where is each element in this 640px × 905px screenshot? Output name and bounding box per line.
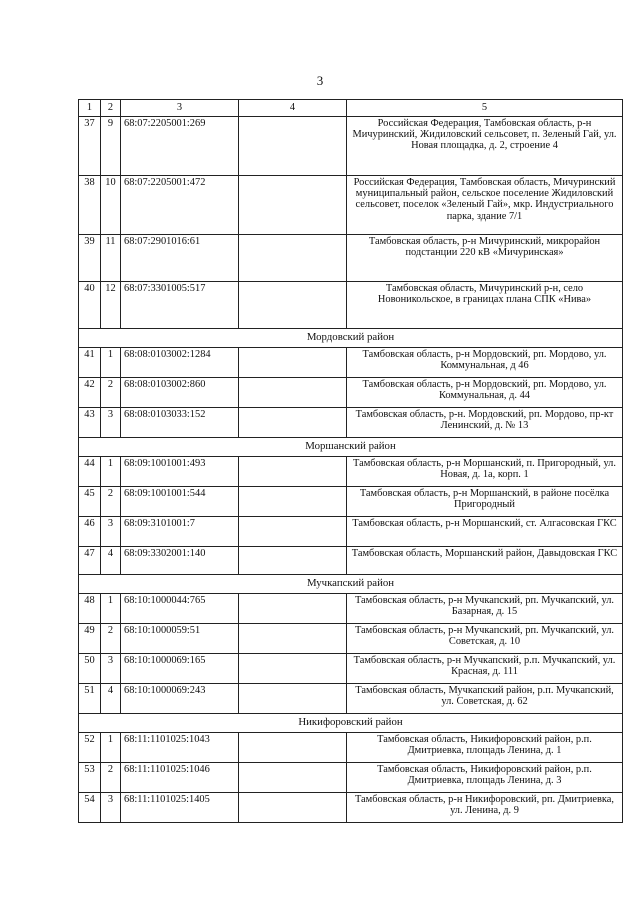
- row-index: 38: [79, 176, 101, 235]
- column-4-cell: [239, 487, 347, 517]
- column-4-cell: [239, 624, 347, 654]
- column-number: 1: [79, 100, 101, 117]
- address-cell: Российская Федерация, Тамбовская область, Мичуринский муниципальный район, сельское поселение Жидиловский сельсовет, поселок «Зеленый Гай», мкр. Индустриального парка, здание 7/1: [347, 176, 623, 235]
- row-index: 43: [79, 408, 101, 438]
- column-number: 5: [347, 100, 623, 117]
- column-4-cell: [239, 763, 347, 793]
- cadastral-number: 68:11:1101025:1043: [121, 733, 239, 763]
- column-4-cell: [239, 793, 347, 823]
- table-row: [79, 517, 623, 547]
- cadastral-number: 68:10:1000069:165: [121, 654, 239, 684]
- table-row: [79, 654, 623, 684]
- address-cell: Тамбовская область, Мичуринский р-н, село Новоникольское, в границах плана СПК «Нива»: [347, 282, 623, 329]
- column-4-cell: [239, 348, 347, 378]
- row-subindex: 4: [101, 547, 121, 575]
- column-number-row: [79, 100, 623, 117]
- row-index: 47: [79, 547, 101, 575]
- address-cell: Тамбовская область, р-н Моршанский, п. Пригородный, ул. Новая, д. 1а, корп. 1: [347, 457, 623, 487]
- row-index: 41: [79, 348, 101, 378]
- district-name: Мордовский район: [79, 329, 623, 348]
- address-cell: Тамбовская область, Никифоровский район, р.п. Дмитриевка, площадь Ленина, д. 3: [347, 763, 623, 793]
- table-row: [79, 235, 623, 282]
- row-subindex: 12: [101, 282, 121, 329]
- column-4-cell: [239, 547, 347, 575]
- row-index: 37: [79, 117, 101, 176]
- column-4-cell: [239, 733, 347, 763]
- district-name: Мучкапский район: [79, 575, 623, 594]
- row-index: 49: [79, 624, 101, 654]
- address-cell: Тамбовская область, Моршанский район, Давыдовская ГКС: [347, 547, 623, 575]
- row-subindex: 1: [101, 733, 121, 763]
- cadastral-number: 68:07:2205001:472: [121, 176, 239, 235]
- address-cell: Российская Федерация, Тамбовская область, р-н Мичуринский, Жидиловский сельсовет, п. Зеленый Гай, ул. Новая площадка, д. 2, строение 4: [347, 117, 623, 176]
- table-row: [79, 594, 623, 624]
- cadastral-number: 68:08:0103002:860: [121, 378, 239, 408]
- column-4-cell: [239, 684, 347, 714]
- cadastral-number: 68:11:1101025:1405: [121, 793, 239, 823]
- row-index: 45: [79, 487, 101, 517]
- column-4-cell: [239, 117, 347, 176]
- address-cell: Тамбовская область, р-н Мордовский, рп. Мордово, ул. Коммунальная, д 46: [347, 348, 623, 378]
- cadastral-number: 68:07:2901016:61: [121, 235, 239, 282]
- row-index: 50: [79, 654, 101, 684]
- address-cell: Тамбовская область, р-н Моршанский, ст. Алгасовская ГКС: [347, 517, 623, 547]
- column-4-cell: [239, 457, 347, 487]
- page-number: 3: [316, 73, 324, 88]
- table-row: [79, 793, 623, 823]
- table-row: [79, 684, 623, 714]
- address-cell: Тамбовская область, р-н Мордовский, рп. Мордово, ул. Коммунальная, д. 44: [347, 378, 623, 408]
- row-subindex: 1: [101, 457, 121, 487]
- address-cell: Тамбовская область, р-н Никифоровский, рп. Дмитриевка, ул. Ленина, д. 9: [347, 793, 623, 823]
- cadastral-number: 68:07:3301005:517: [121, 282, 239, 329]
- column-4-cell: [239, 282, 347, 329]
- row-subindex: 10: [101, 176, 121, 235]
- table-body: [79, 100, 623, 823]
- cadastral-number: 68:08:0103002:1284: [121, 348, 239, 378]
- address-cell: Тамбовская область, р-н Моршанский, в районе посёлка Пригородный: [347, 487, 623, 517]
- row-subindex: 3: [101, 408, 121, 438]
- district-header-row: [79, 329, 623, 348]
- row-subindex: 1: [101, 348, 121, 378]
- row-subindex: 2: [101, 378, 121, 408]
- cadastral-number: 68:09:3101001:7: [121, 517, 239, 547]
- column-4-cell: [239, 378, 347, 408]
- cadastral-number: 68:09:3302001:140: [121, 547, 239, 575]
- district-header-row: [79, 438, 623, 457]
- cadastral-number: 68:09:1001001:544: [121, 487, 239, 517]
- cadastral-number: 68:07:2205001:269: [121, 117, 239, 176]
- row-subindex: 2: [101, 763, 121, 793]
- column-4-cell: [239, 235, 347, 282]
- table-row: [79, 117, 623, 176]
- row-subindex: 3: [101, 517, 121, 547]
- address-cell: Тамбовская область, р-н Мучкапский, р.п. Мучкапский, ул. Красная, д. 111: [347, 654, 623, 684]
- row-index: 53: [79, 763, 101, 793]
- row-index: 54: [79, 793, 101, 823]
- address-cell: Тамбовская область, р-н Мучкапский, рп. Мучкапский, ул. Базарная, д. 15: [347, 594, 623, 624]
- table-row: [79, 733, 623, 763]
- district-name: Моршанский район: [79, 438, 623, 457]
- row-index: 52: [79, 733, 101, 763]
- column-4-cell: [239, 408, 347, 438]
- row-subindex: 3: [101, 654, 121, 684]
- row-subindex: 3: [101, 793, 121, 823]
- row-index: 39: [79, 235, 101, 282]
- row-index: 42: [79, 378, 101, 408]
- district-header-row: [79, 714, 623, 733]
- table-row: [79, 457, 623, 487]
- table-row: [79, 624, 623, 654]
- address-cell: Тамбовская область, р-н Мучкапский, рп. Мучкапский, ул. Советская, д. 10: [347, 624, 623, 654]
- row-index: 40: [79, 282, 101, 329]
- address-cell: Тамбовская область, Никифоровский район, р.п. Дмитриевка, площадь Ленина, д. 1: [347, 733, 623, 763]
- cadastral-number: 68:09:1001001:493: [121, 457, 239, 487]
- table-row: [79, 547, 623, 575]
- district-header-row: [79, 575, 623, 594]
- column-4-cell: [239, 517, 347, 547]
- cadastral-number: 68:11:1101025:1046: [121, 763, 239, 793]
- table-row: [79, 408, 623, 438]
- row-subindex: 2: [101, 487, 121, 517]
- row-index: 51: [79, 684, 101, 714]
- address-cell: Тамбовская область, Мучкапский район, р.п. Мучкапский, ул. Советская, д. 62: [347, 684, 623, 714]
- table-row: [79, 378, 623, 408]
- table-row: [79, 763, 623, 793]
- row-subindex: 11: [101, 235, 121, 282]
- row-index: 44: [79, 457, 101, 487]
- cadastral-number: 68:10:1000059:51: [121, 624, 239, 654]
- column-4-cell: [239, 594, 347, 624]
- registry-table: [78, 99, 623, 823]
- table-row: [79, 487, 623, 517]
- column-4-cell: [239, 176, 347, 235]
- column-number: 2: [101, 100, 121, 117]
- address-cell: Тамбовская область, р-н Мичуринский, микрорайон подстанции 220 кВ «Мичуринская»: [347, 235, 623, 282]
- table-row: [79, 176, 623, 235]
- address-cell: Тамбовская область, р-н. Мордовский, рп. Мордово, пр-кт Ленинский, д. № 13: [347, 408, 623, 438]
- table-row: [79, 348, 623, 378]
- column-number: 4: [239, 100, 347, 117]
- table-row: [79, 282, 623, 329]
- cadastral-number: 68:08:0103033:152: [121, 408, 239, 438]
- cadastral-number: 68:10:1000044:765: [121, 594, 239, 624]
- row-index: 48: [79, 594, 101, 624]
- row-subindex: 1: [101, 594, 121, 624]
- row-index: 46: [79, 517, 101, 547]
- cadastral-number: 68:10:1000069:243: [121, 684, 239, 714]
- district-name: Никифоровский район: [79, 714, 623, 733]
- row-subindex: 2: [101, 624, 121, 654]
- row-subindex: 4: [101, 684, 121, 714]
- column-4-cell: [239, 654, 347, 684]
- row-subindex: 9: [101, 117, 121, 176]
- column-number: 3: [121, 100, 239, 117]
